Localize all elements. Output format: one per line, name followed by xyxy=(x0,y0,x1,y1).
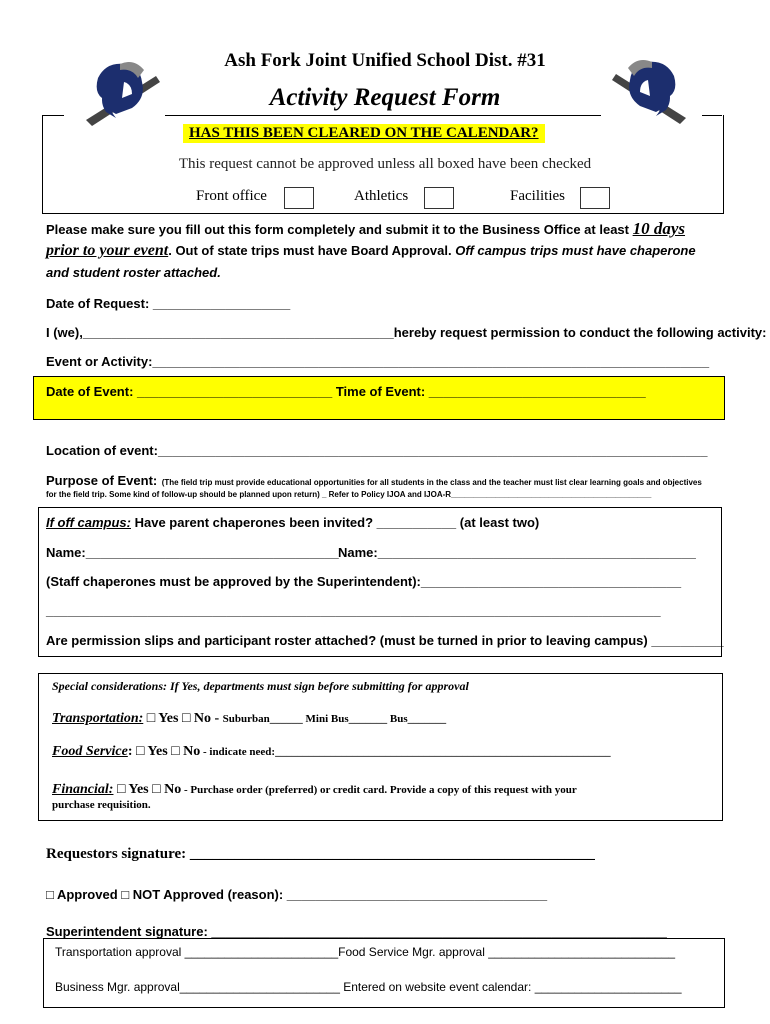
instructions-line-3: and student roster attached. xyxy=(46,265,221,280)
financial-note-line-2: purchase requisition. xyxy=(52,799,151,811)
financial-row[interactable]: Financial: □ Yes □ No - Purchase order (preferred) or credit card. Provide a copy of this request with your xyxy=(52,782,577,797)
staff-chaperones-blank-line[interactable]: _____________________________________________________________________________________ xyxy=(46,603,661,618)
check-label-facilities: Facilities xyxy=(510,188,565,204)
school-name: Ash Fork Joint Unified School Dist. #31 xyxy=(224,50,546,71)
business-approval-field[interactable]: Business Mgr. approval________________________ Entered on website event calendar: ______________________ xyxy=(55,980,682,994)
off-campus-chaperones-question: If off campus: Have parent chaperones been invited? ___________ (at least two) xyxy=(46,515,540,530)
chaperone-name-2-field[interactable]: Name:____________________________________________ xyxy=(338,545,696,560)
calendar-note: This request cannot be approved unless all boxed have been checked xyxy=(178,156,592,172)
instructions-line-1: Please make sure you fill out this form completely and submit it to the Business Office at least 10 days xyxy=(46,219,686,238)
location-field[interactable]: Location of event:____________________________________________________________________________ xyxy=(46,443,708,458)
calendar-question: HAS THIS BEEN CLEARED ON THE CALENDAR? xyxy=(183,124,545,143)
chaperone-name-1-field[interactable]: Name:___________________________________ xyxy=(46,545,339,560)
form-title: Activity Request Form xyxy=(269,84,501,111)
checkbox-front-office[interactable] xyxy=(284,187,314,209)
purpose-note-line-2: for the field trip. Some kind of follow-up should be planned upon return) _ Refer to Policy IJOA and IJOA-R_____________________________________________ xyxy=(46,490,652,499)
instructions-line-2: prior to your event. Out of state trips must have Board Approval. Off campus trips must have chaperone xyxy=(46,242,696,259)
date-of-request-field[interactable]: Date of Request: ___________________ xyxy=(46,296,291,311)
approval-choice-row[interactable]: □ Approved □ NOT Approved (reason): ____________________________________ xyxy=(46,887,548,902)
checkbox-athletics[interactable] xyxy=(424,187,454,209)
superintendent-signature-field[interactable]: Superintendent signature: _______________________________________________________________ xyxy=(46,924,667,939)
check-label-front-office: Front office xyxy=(196,188,267,204)
purpose-field[interactable]: Purpose of Event: (The field trip must provide educational opportunities for all students in the class and the teacher must list clear learning goals and objectives xyxy=(46,473,702,488)
requestor-signature-field[interactable]: Requestors signature: ______________________________________________________ xyxy=(46,846,595,862)
transportation-row[interactable]: Transportation: □ Yes □ No - Suburban______ Mini Bus_______ Bus_______ xyxy=(52,711,447,726)
transportation-approval-field[interactable]: Transportation approval _______________________Food Service Mgr. approval ____________________________ xyxy=(55,945,676,959)
date-time-of-event-field[interactable]: Date of Event: ___________________________ Time of Event: ______________________________ xyxy=(46,384,646,399)
special-considerations-heading: Special considerations: If Yes, departments must sign before submitting for approval xyxy=(52,679,469,693)
requestor-name-field[interactable]: I (we),___________________________________________hereby request permission to conduct the following activity: xyxy=(46,325,767,340)
event-activity-field[interactable]: Event or Activity:_____________________________________________________________________________ xyxy=(46,354,710,369)
food-service-row[interactable]: Food Service: □ Yes □ No - indicate need:_____________________________________________________________ xyxy=(52,744,611,759)
permission-slips-question[interactable]: Are permission slips and participant roster attached? (must be turned in prior to leaving campus) __________ xyxy=(46,633,724,648)
staff-chaperones-field[interactable]: (Staff chaperones must be approved by the Superintendent):____________________________________ xyxy=(46,574,682,589)
check-label-athletics: Athletics xyxy=(354,188,409,204)
checkbox-facilities[interactable] xyxy=(580,187,610,209)
